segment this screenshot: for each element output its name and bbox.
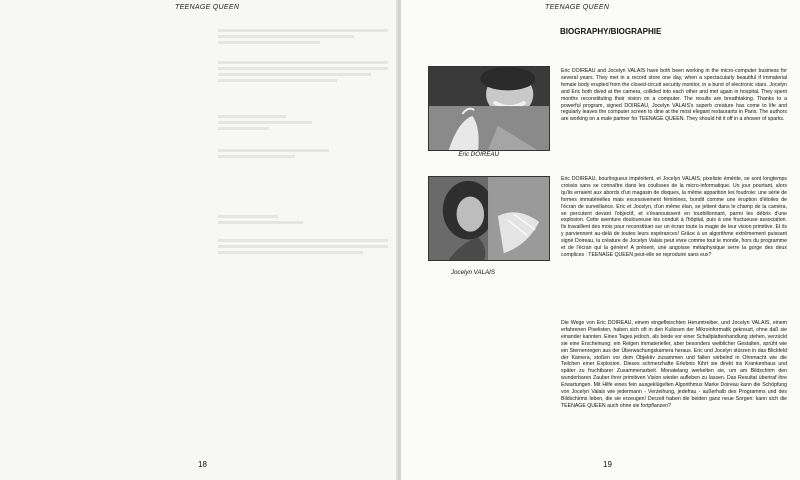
- jocelyn-valais-caption: Jocelyn VALAIS: [450, 269, 495, 276]
- right-page: [401, 0, 800, 480]
- biography-french-text: Eric DOIREAU, bourlingueur impénitent, et Jocelyn VALAIS, pixeliste émérite, se sont longtemps croisés sans se connaître dans les coulisses de la micro-informatique. Un jour pourtant, alors qu'ils erraient aux abords d'un magasin de disques, la même apparition les foudroie: une série de formes immatérielles mais excessivement féminines, bondit comme une éruption d'étoiles de l'écran de surveillance. Eric et Jocelyn, d'un même élan, se jettent dans le champ de la caméra, se percutent devant l'objectif, et s'évanouissent en tourbillonnant, parmi les débris d'une explosion. Cette aventure douloureuse les conduit à l'hôpital, puis à une fructueuse association. Ils travaillent des mois pour reconstituer sur un écran toute la magie de leur vision primitive. Et ils y parviennent au-delà de toutes leurs espérances! Grâce à un algorithme extrêmement puissant signé Doireau, la créature de Jocelyn Valais peut vivre comme tout le monde, hors du programme et de l'écran qui la génère! A présent, une angoisse métaphysique serre la gorge des deux complices : TEENAGE QUEEN peut-elle se reproduire sans eux?: [561, 176, 787, 258]
- show-through-block: [218, 236, 388, 266]
- biography-english-text: Eric DOIREAU and Jocelyn VALAIS have both been working in the micro-computer business for several years. They met in a record store one day, when a spectacularly beautiful if immaterial female body erupted from the closed-circuit security monitor, in a burst of electronic stars. Jocelyn and Eric both dived at the camera, collided into each other and met again in hospital. They spent months reconstituting their vision on a computer. The results are breathtaking. Thanks to a powerful program, signed DOIREAU, Jocelyn VALAIS's superb creature has come to life and regularly leaves the computer screen to dine at the most elegant restaurants in Paris. The authors are working on a male partner for TEENAGE QUEEN. They should hit it off in a shower of sparks.: [561, 68, 787, 123]
- left-page-number: 18: [198, 460, 207, 469]
- biography-german-text: Die Wege von Eric DOIREAU, einem eingefleischten Herumtreiber, und Jocelyn VALAIS, einem erfahrenen Pixelisten, haben sich oft in den Kulissen der Mikroinformatik gekreuzt, ohne daß sie einander kannten. Eines Tages jedoch, als beide vor einer Schallplattenhandlung stehen, verzückt sie eine Erscheinung: ein Reigen immaterieller, aber besonders weiblicher Gestalten, sprüht wie ein Sternenregen aus der Überwachungskamera heraus. Eric und Jocelyn stürzen in das Blickfeld der Kamera, stoßen vor dem Objektiv zusammen und fallen wirbelnd in Ohnmacht wie die Teilchen einer Explosion. Dieses schmerzhafte Erlebnis führt sie direkt ins Krankenhaus und später zu fruchtbarer Zusammenarbeit. Monatelang werkelten sie, um am Bildschirm den wunderbaren Zauber ihrer primitiven Vision wieder aufleben zu lassen. Das Resultat übertraf ihre Erwartungen. Mit Hilfe eines fein ausgeklügelten Algorithmus Marke Doireau kann die Schöpfung von Jocelyn Valais wie jedermann - Verzeihung, jedefrau - außerhalb des Programms und des Bildschirms leben, die sie erzeugen! Derzeit haben die beiden ganz neue Sorgen: kann sich die TEENAGE QUEEN auch ohne sie fortpflanzen?: [561, 320, 787, 409]
- left-page: [0, 0, 398, 480]
- jocelyn-valais-photo: [428, 176, 550, 261]
- eric-doireau-caption: Eric DOIREAU: [458, 151, 499, 158]
- right-page-number: 19: [603, 460, 612, 469]
- section-title: BIOGRAPHY/BIOGRAPHIE: [560, 27, 662, 36]
- show-through-block: [218, 112, 388, 138]
- show-through-block: [218, 146, 388, 162]
- show-through-block: [218, 212, 388, 234]
- show-through-block: [218, 26, 388, 48]
- eric-doireau-photo: [428, 66, 550, 151]
- left-page-header: TEENAGE QUEEN: [175, 4, 240, 11]
- show-through-block: [218, 58, 388, 88]
- right-page-header: TEENAGE QUEEN: [545, 4, 610, 11]
